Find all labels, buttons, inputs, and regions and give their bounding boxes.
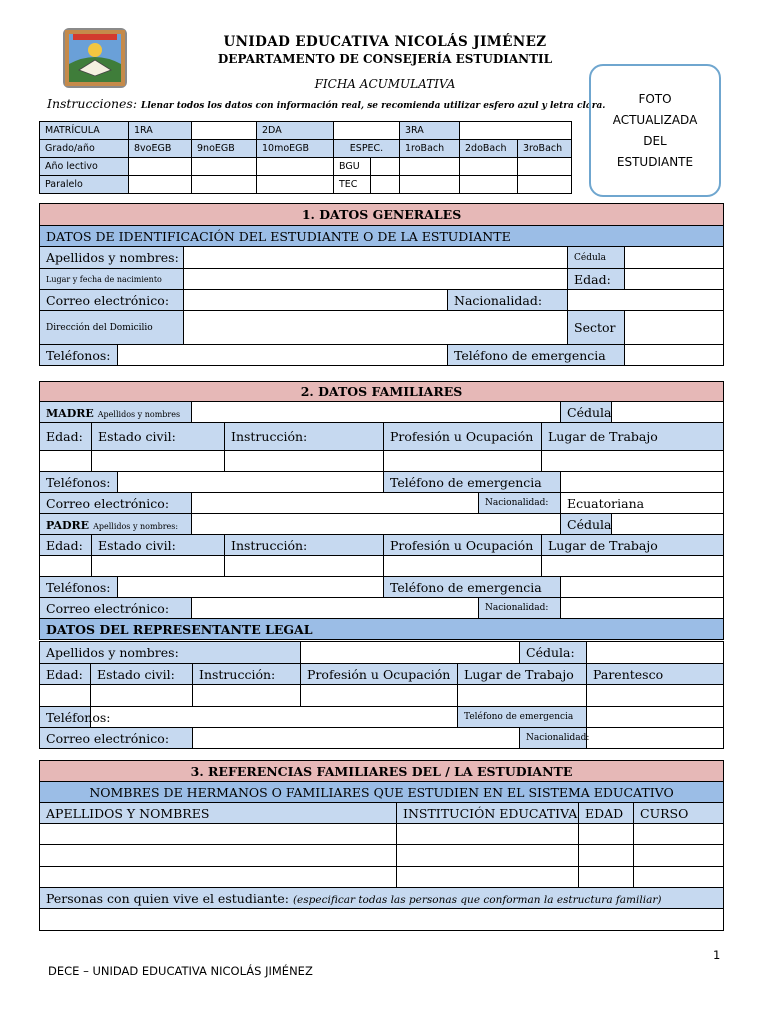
telefonos-label: Teléfonos: <box>40 345 118 366</box>
madre-cedula-field[interactable] <box>612 402 724 423</box>
direccion-label: Dirección del Domicilio <box>40 311 184 345</box>
madre-lugar-trabajo-label: Lugar de Trabajo <box>542 423 724 451</box>
rep-edad-label: Edad: <box>40 664 91 685</box>
instructions <box>47 96 606 111</box>
vive-con-label <box>40 888 724 909</box>
apellidos-field[interactable] <box>184 247 568 269</box>
matricula-label: MATRÍCULA <box>40 122 129 140</box>
sector-field[interactable] <box>625 311 724 345</box>
anio-box-3[interactable] <box>257 158 334 176</box>
page-number: 1 <box>713 948 721 962</box>
apellidos-label: Apellidos y nombres: <box>40 247 184 269</box>
padre-cedula-label: Cédula <box>561 514 612 535</box>
madre-subtitle: Apellidos y nombres <box>97 409 181 419</box>
matricula-3ra[interactable]: 3RA <box>400 122 460 140</box>
col-apellidos: APELLIDOS Y NOMBRES <box>40 803 397 824</box>
bgu-label: BGU <box>334 158 371 176</box>
padre-edad-field[interactable] <box>40 556 92 577</box>
rep-instruccion-label: Instrucción: <box>193 664 301 685</box>
edad-label: Edad: <box>568 269 625 290</box>
vive-con-note: (especificar todas las personas que conforman la estructura familiar) <box>292 893 662 906</box>
ref-edad-field[interactable] <box>579 824 634 845</box>
sector-label: Sector <box>568 311 625 345</box>
rep-cedula-label: Cédula: <box>520 642 587 664</box>
rep-instruccion-field[interactable] <box>193 685 301 707</box>
madre-label <box>40 402 192 423</box>
grado-9no[interactable]: 9noEGB <box>192 140 257 158</box>
tec-box[interactable] <box>371 176 400 194</box>
matricula-1ra-box[interactable] <box>192 122 257 140</box>
madre-instruccion-label: Instrucción: <box>225 423 384 451</box>
madre-estado-label: Estado civil: <box>92 423 225 451</box>
madre-instruccion-field[interactable] <box>225 451 384 472</box>
instructions-label: Instrucciones: <box>47 96 138 111</box>
photo-line-4: ESTUDIANTE <box>616 154 694 169</box>
rep-edad-field[interactable] <box>40 685 91 707</box>
madre-cedula-label: Cédula <box>561 402 612 423</box>
madre-edad-label: Edad: <box>40 423 92 451</box>
grado-label: Grado/año <box>40 140 129 158</box>
rep-nacionalidad-field[interactable] <box>587 728 724 749</box>
rep-lugar-trabajo-label: Lugar de Trabajo <box>458 664 587 685</box>
grade-table <box>39 121 572 194</box>
paralelo-box-3[interactable] <box>257 176 334 194</box>
rep-profesion-field[interactable] <box>301 685 458 707</box>
ref-nombre-field[interactable] <box>40 824 397 845</box>
rep-estado-field[interactable] <box>91 685 193 707</box>
grado-10mo[interactable]: 10moEGB <box>257 140 334 158</box>
padre-tel-emergencia-label: Teléfono de emergencia <box>384 577 561 598</box>
padre-lugar-trabajo-label: Lugar de Trabajo <box>542 535 724 556</box>
rep-lugar-trabajo-field[interactable] <box>458 685 587 707</box>
padre-edad-label: Edad: <box>40 535 92 556</box>
padre-estado-label: Estado civil: <box>92 535 225 556</box>
grado-8vo[interactable]: 8voEGB <box>129 140 192 158</box>
anio-box-2[interactable] <box>192 158 257 176</box>
ref-curso-field[interactable] <box>634 845 724 867</box>
madre-nacionalidad-label: Nacionalidad: <box>479 493 561 514</box>
correo-label: Correo electrónico: <box>40 290 184 311</box>
col-curso: CURSO <box>634 803 724 824</box>
rep-cedula-field[interactable] <box>587 642 724 664</box>
section-referencias <box>39 760 724 931</box>
matricula-3ra-box[interactable] <box>460 122 572 140</box>
paralelo-box-5[interactable] <box>460 176 518 194</box>
grado-2dobach[interactable]: 2doBach <box>460 140 518 158</box>
section-3-subtitle: NOMBRES DE HERMANOS O FAMILIARES QUE ESTUDIEN EN EL SISTEMA EDUCATIVO <box>40 782 724 803</box>
department-name: DEPARTAMENTO DE CONSEJERÍA ESTUDIANTIL <box>217 52 553 66</box>
section-1-title: 1. DATOS GENERALES <box>40 204 724 226</box>
ref-institucion-field[interactable] <box>397 824 579 845</box>
padre-nacionalidad-field[interactable] <box>561 598 724 619</box>
padre-profesion-label: Profesión u Ocupación <box>384 535 542 556</box>
representante-title: DATOS DEL REPRESENTANTE LEGAL <box>40 619 724 640</box>
padre-correo-field[interactable] <box>192 598 479 619</box>
madre-edad-field[interactable] <box>40 451 92 472</box>
rep-apellidos-label: Apellidos y nombres: <box>40 642 301 664</box>
nacionalidad-label: Nacionalidad: <box>448 290 568 311</box>
rep-parentesco-label: Parentesco <box>587 664 724 685</box>
section-datos-familiares <box>39 381 724 640</box>
padre-label <box>40 514 192 535</box>
madre-profesion-label: Profesión u Ocupación <box>384 423 542 451</box>
ref-nombre-field[interactable] <box>40 867 397 888</box>
anio-box-1[interactable] <box>129 158 192 176</box>
madre-profesion-field[interactable] <box>384 451 542 472</box>
madre-telefonos-field[interactable] <box>118 472 384 493</box>
padre-subtitle: Apellidos y nombres: <box>93 521 179 531</box>
footer-text: DECE – UNIDAD EDUCATIVA NICOLÁS JIMÉNEZ <box>48 964 313 978</box>
padre-tel-emergencia-field[interactable] <box>561 577 724 598</box>
madre-tel-emergencia-field[interactable] <box>561 472 724 493</box>
paralelo-box-4[interactable] <box>400 176 460 194</box>
cedula-label: Cédula <box>568 247 625 269</box>
ref-curso-field[interactable] <box>634 824 724 845</box>
rep-telefonos-label: Teléfonos: <box>40 707 91 728</box>
rep-nacionalidad-label: Nacionalidad: <box>520 728 587 749</box>
school-logo <box>63 28 127 88</box>
photo-line-3: DEL <box>643 133 667 148</box>
table-row <box>40 824 724 845</box>
section-datos-generales <box>39 203 724 366</box>
paralelo-label: Paralelo <box>40 176 129 194</box>
photo-line-1: FOTO <box>638 91 672 106</box>
padre-telefonos-field[interactable] <box>118 577 384 598</box>
representante-table <box>39 641 724 749</box>
vive-con-field[interactable] <box>40 909 724 931</box>
nacionalidad-field[interactable] <box>568 290 724 311</box>
rep-estado-label: Estado civil: <box>91 664 193 685</box>
rep-telefonos-field[interactable] <box>91 707 458 728</box>
matricula-1ra[interactable]: 1RA <box>129 122 192 140</box>
ref-institucion-field[interactable] <box>397 867 579 888</box>
padre-lugar-trabajo-field[interactable] <box>542 556 724 577</box>
anio-box-6[interactable] <box>518 158 572 176</box>
matricula-2da-box[interactable] <box>334 122 400 140</box>
ref-edad-field[interactable] <box>579 845 634 867</box>
padre-instruccion-field[interactable] <box>225 556 384 577</box>
form-title: FICHA ACUMULATIVA <box>314 77 456 91</box>
tel-emergencia-label: Teléfono de emergencia <box>448 345 625 366</box>
lugar-nacimiento-field[interactable] <box>184 269 568 290</box>
edad-field[interactable] <box>625 269 724 290</box>
section-2-title: 2. DATOS FAMILIARES <box>40 382 724 402</box>
photo-line-2: ACTUALIZADA <box>612 112 698 127</box>
anio-box-4[interactable] <box>400 158 460 176</box>
lugar-nacimiento-label: Lugar y fecha de nacimiento <box>40 269 184 290</box>
anio-label: Año lectivo <box>40 158 129 176</box>
table-row <box>40 845 724 867</box>
ref-edad-field[interactable] <box>579 867 634 888</box>
ref-nombre-field[interactable] <box>40 845 397 867</box>
rep-parentesco-field[interactable] <box>587 685 724 707</box>
padre-correo-label: Correo electrónico: <box>40 598 192 619</box>
correo-field[interactable] <box>184 290 448 311</box>
section-3-title: 3. REFERENCIAS FAMILIARES DEL / LA ESTUDIANTE <box>40 761 724 782</box>
vive-con-title: Personas con quien vive el estudiante: <box>46 890 289 906</box>
madre-estado-field[interactable] <box>92 451 225 472</box>
madre-correo-label: Correo electrónico: <box>40 493 192 514</box>
col-institucion: INSTITUCIÓN EDUCATIVA <box>397 803 579 824</box>
grado-3robach[interactable]: 3roBach <box>518 140 572 158</box>
tec-label: TEC <box>334 176 371 194</box>
madre-tel-emergencia-label: Teléfono de emergencia <box>384 472 561 493</box>
padre-profesion-field[interactable] <box>384 556 542 577</box>
rep-correo-label: Correo electrónico: <box>40 728 193 749</box>
matricula-2da[interactable]: 2DA <box>257 122 334 140</box>
madre-lugar-trabajo-field[interactable] <box>542 451 724 472</box>
paralelo-box-1[interactable] <box>129 176 192 194</box>
espec-label: ESPEC. <box>334 140 400 158</box>
paralelo-box-2[interactable] <box>192 176 257 194</box>
ref-institucion-field[interactable] <box>397 845 579 867</box>
table-row <box>40 867 724 888</box>
paralelo-box-6[interactable] <box>518 176 572 194</box>
rep-profesion-label: Profesión u Ocupación <box>301 664 458 685</box>
padre-title: PADRE <box>46 518 90 532</box>
anio-box-5[interactable] <box>460 158 518 176</box>
madre-nacionalidad-field[interactable]: Ecuatoriana <box>561 493 724 514</box>
direccion-field[interactable] <box>184 311 568 345</box>
grado-1robach[interactable]: 1roBach <box>400 140 460 158</box>
padre-nombres-field[interactable] <box>192 514 561 535</box>
school-name: UNIDAD EDUCATIVA NICOLÁS JIMÉNEZ <box>223 34 547 50</box>
madre-nombres-field[interactable] <box>192 402 561 423</box>
ref-curso-field[interactable] <box>634 867 724 888</box>
photo-box[interactable] <box>589 64 721 197</box>
padre-nacionalidad-label: Nacionalidad: <box>479 598 561 619</box>
rep-apellidos-field[interactable] <box>301 642 520 664</box>
padre-telefonos-label: Teléfonos: <box>40 577 118 598</box>
rep-tel-emergencia-label: Teléfono de emergencia <box>458 707 587 728</box>
padre-estado-field[interactable] <box>92 556 225 577</box>
section-1-subtitle: DATOS DE IDENTIFICACIÓN DEL ESTUDIANTE O DE LA ESTUDIANTE <box>40 226 724 247</box>
rep-tel-emergencia-field[interactable] <box>587 707 724 728</box>
madre-correo-field[interactable] <box>192 493 479 514</box>
padre-cedula-field[interactable] <box>612 514 724 535</box>
cedula-field[interactable] <box>625 247 724 269</box>
padre-instruccion-label: Instrucción: <box>225 535 384 556</box>
madre-title: MADRE <box>46 406 94 420</box>
telefonos-field[interactable] <box>118 345 448 366</box>
madre-telefonos-label: Teléfonos: <box>40 472 118 493</box>
instructions-text: Llenar todos los datos con información real, se recomienda utilizar esfero azul y letra clara. <box>141 101 606 111</box>
col-edad: EDAD <box>579 803 634 824</box>
rep-correo-field[interactable] <box>193 728 520 749</box>
bgu-box[interactable] <box>371 158 400 176</box>
tel-emergencia-field[interactable] <box>625 345 724 366</box>
